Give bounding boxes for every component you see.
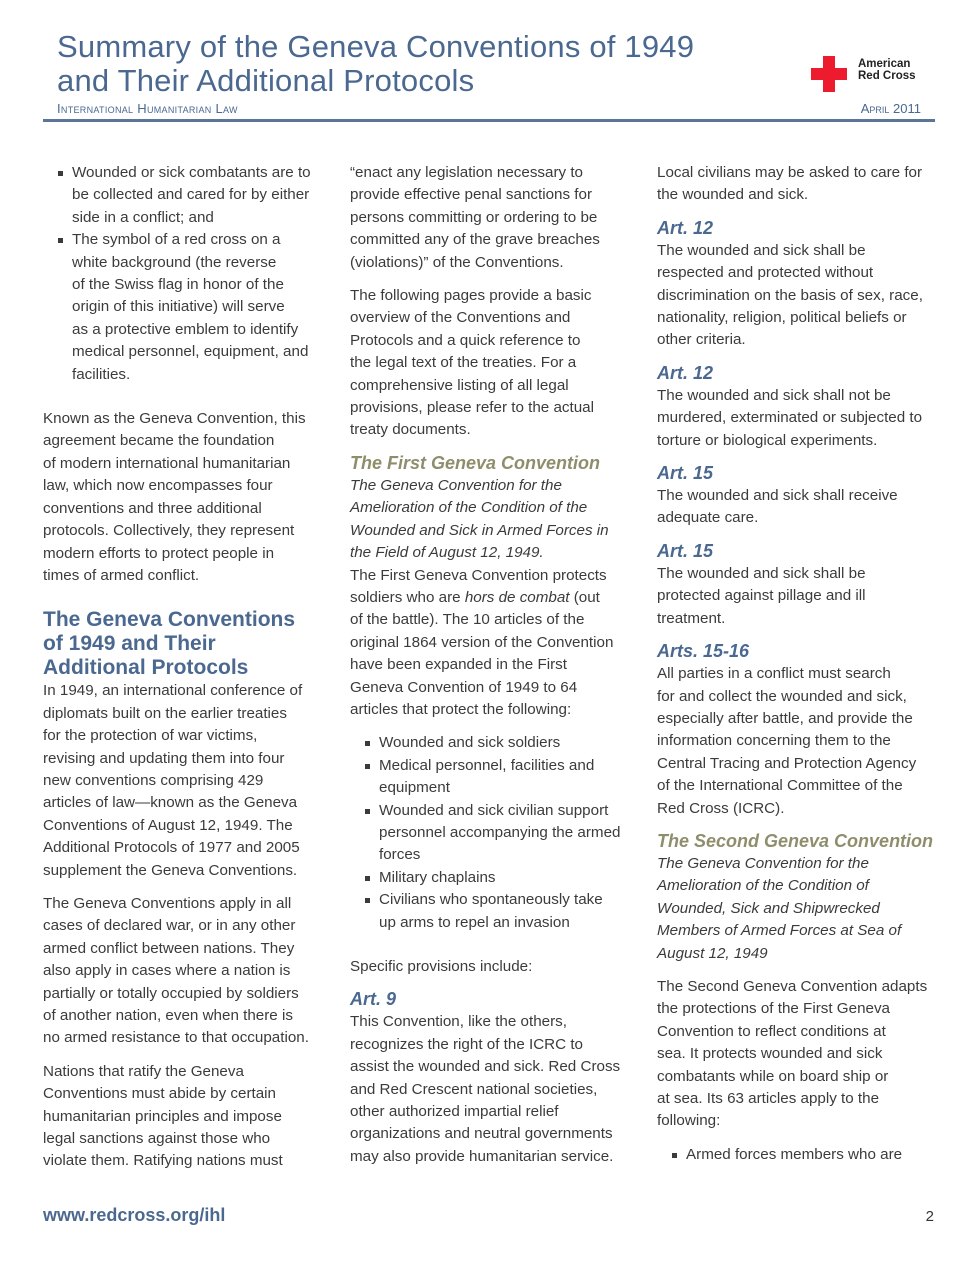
convention-heading — [350, 452, 650, 475]
text-line: recognizes the right of the ICRC to — [350, 1035, 583, 1053]
text-line: white background (the reverse — [72, 253, 277, 271]
text-line: Protocols and a quick reference to — [350, 331, 581, 349]
text-line: Art. 12 — [657, 362, 714, 383]
text-line: Military chaplains — [379, 868, 496, 886]
text-line: Medical personnel, facilities and — [379, 756, 595, 774]
text-line: may also provide humanitarian service. — [350, 1147, 614, 1165]
bullet-icon — [365, 809, 370, 814]
text-line: “enact any legislation necessary to — [350, 164, 584, 181]
bullet-list — [350, 732, 650, 934]
text-line: Conventions must abide by certain — [43, 1085, 277, 1103]
text-line: adequate care. — [657, 509, 759, 527]
text-line: respected and protected without — [657, 264, 874, 282]
text-line: The Geneva Conventions apply in all — [43, 894, 292, 912]
text-line: Armed forces members who are — [686, 1145, 903, 1163]
text-line — [350, 587, 650, 609]
text-line: Wounded and sick civilian support — [379, 801, 609, 819]
text-line: assist the wounded and sick. Red Cross — [350, 1058, 621, 1076]
text-line: the Field of August 12, 1949. — [350, 544, 544, 562]
column-3 — [657, 162, 957, 1188]
text-line: Specific provisions include: — [350, 958, 533, 975]
title-line: Summary of the Geneva Conventions of 1949 — [57, 29, 695, 64]
text-line: for the protection of war victims, — [43, 727, 258, 745]
paragraph — [43, 680, 343, 882]
text-line: original 1864 version of the Convention — [350, 633, 614, 651]
text-line: treatment. — [657, 609, 726, 627]
bullet-list — [657, 1144, 957, 1166]
text-line: agreement became the foundation — [43, 432, 275, 450]
bullet-icon — [365, 741, 370, 746]
text-line: armed conflict between nations. They — [43, 939, 295, 957]
article-heading — [657, 362, 957, 385]
bullet-icon — [365, 764, 370, 769]
text-line: protected against pillage and ill — [657, 587, 866, 605]
text-line: equipment — [379, 779, 450, 797]
text-line: Known as the Geneva Convention, this — [43, 410, 306, 428]
text-line: legal sanctions against those who — [43, 1130, 271, 1148]
text-segment: (out — [569, 588, 600, 606]
text-line: Art. 12 — [657, 217, 714, 238]
text-line: The Second Geneva Convention adapts — [657, 977, 928, 995]
bullet-icon — [672, 1153, 677, 1158]
logo-text — [858, 58, 916, 82]
text-line: modern efforts to protect people in — [43, 544, 275, 562]
text-line: The First Geneva Convention — [350, 452, 601, 473]
text-line: persons committing or ordering to be — [350, 208, 598, 226]
text-line: also apply in cases where a nation is — [43, 962, 291, 980]
text-line: All parties in a conflict must search — [657, 665, 891, 683]
paragraph — [657, 663, 957, 820]
text-line: This Convention, like the others, — [350, 1013, 567, 1031]
text-line: and Red Crescent national societies, — [350, 1080, 598, 1098]
text-line: Art. 9 — [350, 989, 397, 1010]
text-line: The Second Geneva Convention — [657, 830, 934, 851]
paragraph — [350, 1011, 650, 1168]
convention-full-title — [657, 853, 957, 965]
text-line: Wounded, Sick and Shipwrecked — [657, 899, 880, 917]
text-line: The following pages provide a basic — [350, 287, 592, 305]
text-line: personnel accompanying the armed — [379, 823, 621, 841]
text-line: torture or biological experiments. — [657, 431, 878, 449]
text-line: other criteria. — [657, 331, 746, 349]
text-line: The wounded and sick shall be — [657, 564, 866, 582]
paragraph — [43, 893, 343, 1050]
paragraph — [657, 240, 957, 352]
text-line: articles that protect the following: — [350, 700, 572, 718]
list-item — [657, 1144, 957, 1166]
text-line: information concerning them to the — [657, 732, 891, 750]
text-line: The wounded and sick shall be — [657, 241, 866, 259]
text-line: The First Geneva Convention protects — [350, 566, 607, 584]
text-line: the wounded and sick. — [657, 186, 809, 204]
article-heading — [657, 540, 957, 563]
convention-heading — [657, 830, 957, 853]
text-line: Wounded and sick soldiers — [379, 734, 561, 752]
text-line: diplomats built on the earlier treaties — [43, 704, 287, 722]
text-line: Members of Armed Forces at Sea of — [657, 922, 902, 940]
document-subtitle: International Humanitarian Law — [57, 101, 238, 116]
text-line: August 12, 1949 — [657, 944, 768, 962]
text-line: Additional Protocols of 1977 and 2005 — [43, 839, 300, 857]
text-line: as a protective emblem to identify — [72, 320, 299, 338]
article-heading — [657, 640, 957, 663]
article-heading — [657, 217, 957, 240]
text-line: The wounded and sick shall receive — [657, 487, 898, 505]
text-line: partially or totally occupied by soldiers — [43, 984, 299, 1002]
text-line: Art. 15 — [657, 463, 714, 484]
text-line: facilities. — [72, 365, 131, 383]
text-line: provide effective penal sanctions for — [350, 186, 593, 204]
text-line: revising and updating them into four — [43, 749, 285, 767]
text-line: committed any of the grave breaches — [350, 231, 600, 249]
footer-website-link[interactable]: www.redcross.org/ihl — [43, 1205, 226, 1225]
convention-full-title — [350, 475, 650, 565]
text-line: (violations)” of the Conventions. — [350, 253, 564, 271]
text-line: no armed resistance to that occupation. — [43, 1029, 309, 1047]
text-line: discrimination on the basis of sex, race, — [657, 286, 923, 304]
paragraph — [657, 563, 957, 630]
text-line: treaty documents. — [350, 421, 471, 439]
text-line: protocols. Collectively, they represent — [43, 522, 295, 540]
text-line: murdered, exterminated or subjected to — [657, 409, 923, 427]
article-heading — [350, 988, 650, 1011]
text-line: other authorized impartial relief — [350, 1103, 559, 1121]
title-line: and Their Additional Protocols — [57, 63, 475, 98]
bullet-icon — [58, 238, 63, 243]
text-line: comprehensive listing of all legal — [350, 376, 569, 394]
text-line: Arts. 15-16 — [657, 641, 750, 662]
text-line: conventions and three additional — [43, 499, 262, 517]
text-line: Convention to reflect conditions at — [657, 1022, 886, 1040]
text-line: The Geneva Convention for the — [657, 854, 869, 872]
text-line: supplement the Geneva Conventions. — [43, 861, 298, 879]
text-line: following: — [657, 1112, 721, 1130]
text-line: of the Swiss flag in honor of the — [72, 276, 284, 294]
text-line: Amelioration of the Condition of the — [350, 499, 588, 517]
document-title — [57, 30, 694, 98]
text-line: Geneva Convention of 1949 to 64 — [350, 678, 578, 696]
list-item — [350, 800, 650, 867]
text-line: medical personnel, equipment, and — [72, 343, 309, 361]
list-item — [43, 162, 343, 229]
bullet-list — [43, 162, 343, 386]
text-line: up arms to repel an invasion — [379, 913, 570, 931]
text-line: organizations and neutral governments — [350, 1125, 613, 1143]
text-line: The Geneva Convention for the — [350, 476, 562, 494]
text-segment: soldiers who are — [350, 588, 465, 606]
text-line: combatants while on board ship or — [657, 1067, 889, 1085]
text-line: In 1949, an international conference of — [43, 682, 303, 700]
text-line: humanitarian principles and impose — [43, 1107, 282, 1125]
bullet-icon — [365, 898, 370, 903]
text-line: overview of the Conventions and — [350, 309, 571, 327]
text-line: Wounded and Sick in Armed Forces in — [350, 521, 609, 539]
american-red-cross-logo — [811, 56, 935, 92]
list-item — [43, 229, 343, 386]
text-line: Wounded or sick combatants are to — [72, 164, 311, 181]
text-line: have been expanded in the First — [350, 656, 567, 674]
paragraph — [350, 565, 650, 722]
column-1 — [43, 162, 343, 1173]
text-line: Additional Protocols — [43, 656, 249, 680]
italic-phrase: hors de combat — [464, 588, 570, 606]
text-line: Art. 15 — [657, 540, 714, 561]
text-line: Nations that ratify the Geneva — [43, 1062, 244, 1080]
text-line: of the International Committee of the — [657, 777, 903, 795]
text-line: law, which now encompasses four — [43, 477, 273, 495]
text-line: Central Tracing and Protection Agency — [657, 754, 917, 772]
article-heading — [657, 462, 957, 485]
text-line: cases of declared war, or in any other — [43, 917, 296, 935]
paragraph — [657, 385, 957, 452]
paragraph — [657, 485, 957, 530]
text-line: The Geneva Conventions — [43, 608, 296, 632]
logo-line-2: Red Cross — [858, 70, 916, 82]
text-line: the legal text of the treaties. For a — [350, 354, 577, 372]
text-line: for and collect the wounded and sick, — [657, 687, 907, 705]
text-line: Civilians who spontaneously take — [379, 891, 603, 909]
paragraph — [657, 162, 957, 207]
text-line: The symbol of a red cross on a — [72, 231, 281, 249]
paragraph — [43, 408, 343, 587]
text-line: articles of law—known as the Geneva — [43, 794, 298, 812]
text-line: sea. It protects wounded and sick — [657, 1045, 883, 1063]
text-line: new conventions comprising 429 — [43, 771, 264, 789]
text-line: Amelioration of the Condition of — [657, 877, 869, 895]
text-line: origin of this initiative) will serve — [72, 298, 285, 316]
text-line: times of armed conflict. — [43, 566, 200, 584]
text-line: of 1949 and Their — [43, 632, 216, 656]
text-line: forces — [379, 846, 421, 864]
text-line: the protections of the First Geneva — [657, 1000, 890, 1018]
text-line: of the battle). The 10 articles of the — [350, 611, 585, 629]
header-divider — [43, 119, 935, 122]
text-line: nationality, religion, political beliefs or — [657, 309, 907, 327]
bullet-icon — [58, 171, 63, 176]
logo-line-1: American — [858, 58, 911, 70]
bullet-icon — [365, 876, 370, 881]
list-item — [350, 755, 650, 800]
red-cross-icon — [811, 56, 847, 92]
list-item — [350, 889, 650, 934]
text-line: The wounded and sick shall not be — [657, 386, 891, 404]
list-item — [350, 867, 650, 889]
section-heading — [43, 608, 343, 680]
text-line: especially after battle, and provide the — [657, 709, 913, 727]
paragraph — [43, 1061, 343, 1173]
text-line: of modern international humanitarian — [43, 454, 291, 472]
list-item — [350, 732, 650, 754]
paragraph — [657, 976, 957, 1133]
page-number: 2 — [925, 1208, 934, 1225]
text-line: at sea. Its 63 articles apply to the — [657, 1090, 880, 1107]
paragraph — [350, 285, 650, 442]
text-line: of another nation, even when there is — [43, 1007, 293, 1024]
text-line: side in a conflict; and — [72, 208, 214, 226]
text-line: Conventions of August 12, 1949. The — [43, 816, 293, 834]
text-line: Local civilians may be asked to care for — [657, 164, 923, 181]
document-date: April 2011 — [860, 101, 921, 116]
paragraph — [350, 162, 650, 274]
text-line: provisions, please refer to the actual — [350, 399, 594, 417]
column-2 — [350, 162, 650, 1168]
text-line: violate them. Ratifying nations must — [43, 1152, 283, 1170]
paragraph — [350, 956, 650, 978]
text-line: be collected and cared for by either — [72, 186, 310, 204]
text-line: Red Cross (ICRC). — [657, 799, 785, 817]
